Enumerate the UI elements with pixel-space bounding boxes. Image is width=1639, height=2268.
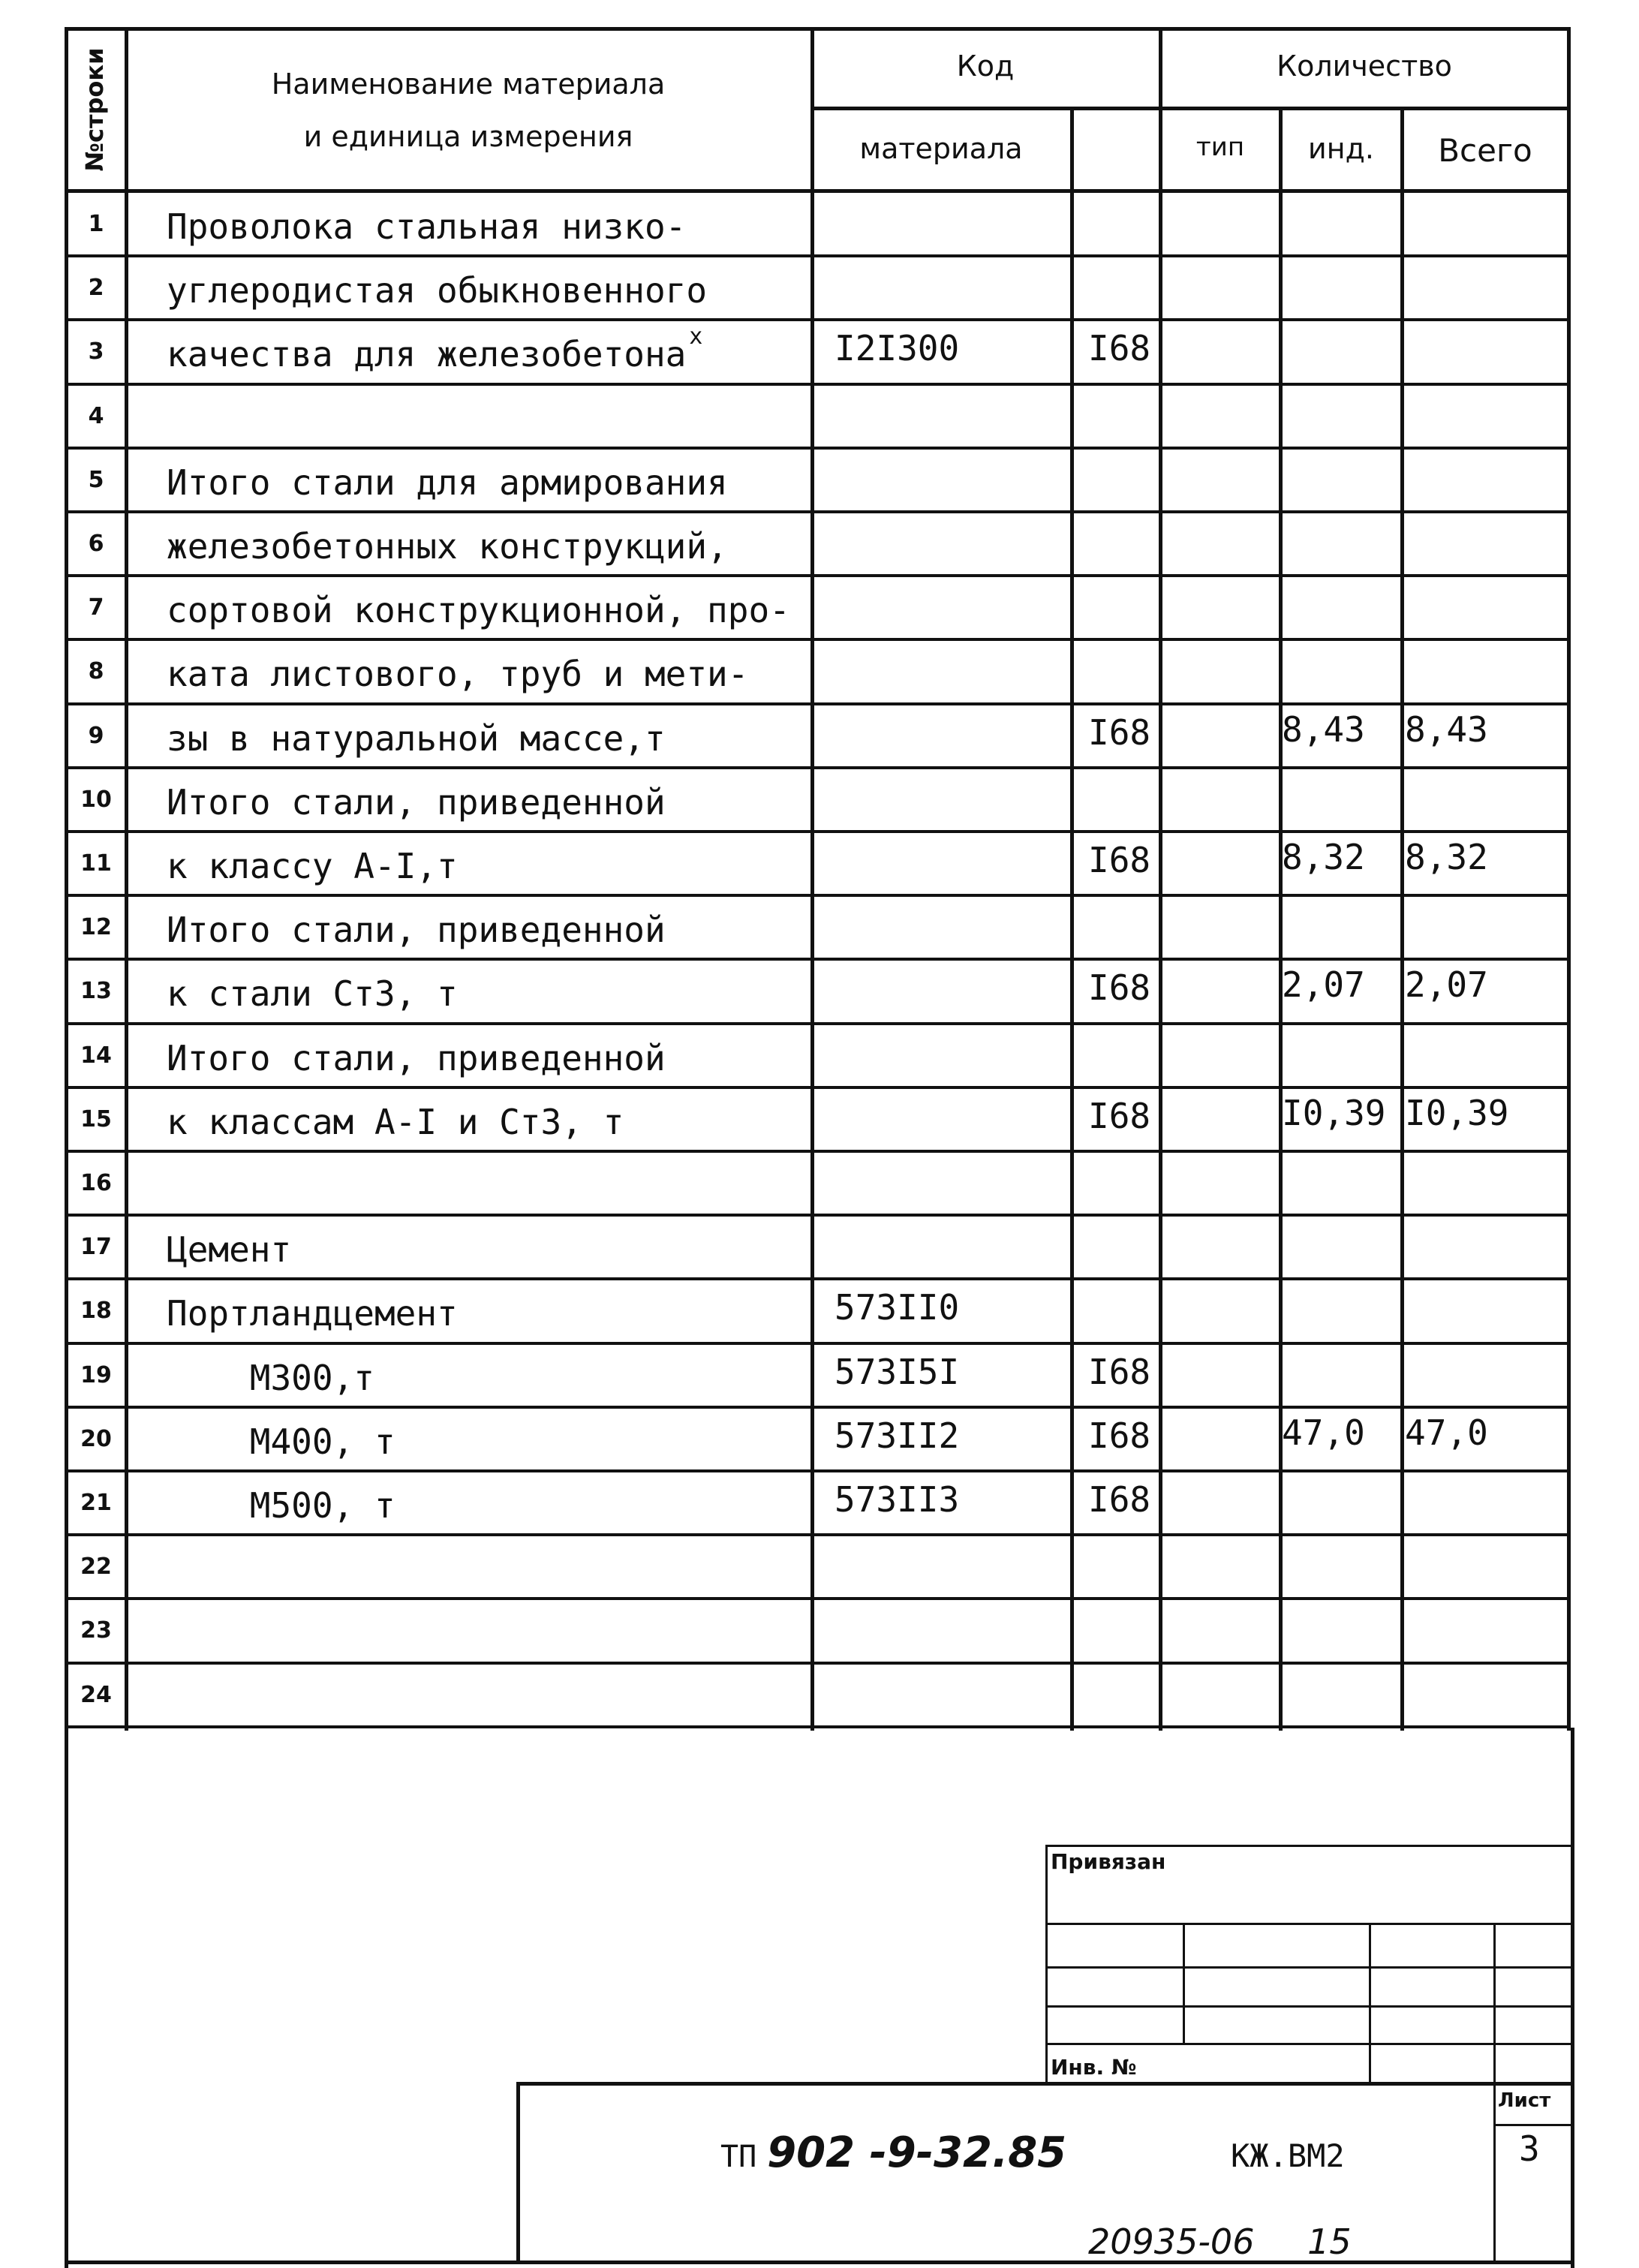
table-row bbox=[0, 257, 1639, 320]
row-number: 4 bbox=[88, 403, 104, 429]
row-material-code: 573II3 bbox=[835, 1479, 960, 1520]
row-qty-ind: I0,39 bbox=[1282, 1093, 1386, 1133]
sheet-number: 3 bbox=[1519, 2128, 1540, 2169]
doc-code-number: 902 -9-32.85 bbox=[767, 2128, 1067, 2177]
row-unit-code: I68 bbox=[1088, 328, 1151, 368]
row-number: 20 bbox=[80, 1426, 112, 1452]
sheet-box-left bbox=[1493, 2082, 1496, 2263]
header-sub-line bbox=[810, 107, 1571, 110]
table-row bbox=[0, 385, 1639, 449]
row-number: 17 bbox=[80, 1234, 112, 1260]
sheet-box-mid bbox=[1493, 2124, 1571, 2126]
name-header-line1: Наименование материала bbox=[271, 68, 666, 101]
row-number: 9 bbox=[88, 723, 104, 749]
table-row bbox=[0, 640, 1639, 704]
code-subheader: материала bbox=[859, 132, 1023, 165]
table-row bbox=[0, 1088, 1639, 1152]
row-qty-ind: 2,07 bbox=[1282, 964, 1365, 1005]
doc-code-prefix: ТП bbox=[720, 2140, 757, 2174]
row-unit-code: I68 bbox=[1088, 1096, 1151, 1136]
stamp-col-3 bbox=[1493, 1923, 1496, 2085]
table-row bbox=[0, 832, 1639, 896]
table-row bbox=[0, 1216, 1639, 1280]
qty-header: Количество bbox=[1277, 50, 1452, 83]
rownum-header bbox=[66, 30, 123, 189]
row-number: 22 bbox=[80, 1554, 112, 1580]
row-material-code: 573II0 bbox=[835, 1287, 960, 1328]
row-material-name: Портландцемент bbox=[167, 1293, 458, 1334]
row-qty-total: I0,39 bbox=[1405, 1093, 1509, 1133]
row-qty-ind: 8,43 bbox=[1282, 709, 1365, 750]
row-material-name: Итого стали, приведенной bbox=[167, 1038, 666, 1078]
row-material-name: М400, т bbox=[167, 1421, 395, 1462]
doc-mark: КЖ.ВМ2 bbox=[1231, 2137, 1345, 2174]
row-number: 3 bbox=[88, 338, 104, 365]
row-material-code: I2I300 bbox=[835, 328, 960, 368]
table-row bbox=[0, 1024, 1639, 1088]
row-unit-code: I68 bbox=[1088, 712, 1151, 753]
table-row bbox=[0, 960, 1639, 1024]
table-row bbox=[0, 769, 1639, 832]
row-qty-ind: 47,0 bbox=[1282, 1412, 1365, 1453]
archive-no: 20935-06 bbox=[1088, 2221, 1255, 2262]
table-row bbox=[0, 193, 1639, 257]
row-number: 15 bbox=[80, 1106, 112, 1132]
table-row bbox=[0, 1599, 1639, 1663]
row-number: 8 bbox=[88, 658, 104, 684]
table-row bbox=[0, 513, 1639, 576]
row-number: 23 bbox=[80, 1617, 112, 1644]
row-number: 24 bbox=[80, 1682, 112, 1708]
row-material-name: Итого стали, приведенной bbox=[167, 782, 666, 823]
stamp-col-1 bbox=[1183, 1923, 1185, 2043]
name-header-line2: и единица измерения bbox=[303, 120, 633, 153]
row-unit-code: I68 bbox=[1088, 1415, 1151, 1456]
stamp-left-line bbox=[1045, 1845, 1048, 2085]
row-material-name: Цемент bbox=[167, 1229, 292, 1270]
footnote-mark: x bbox=[689, 323, 703, 350]
row-material-name: к классам А-I и Ст3, т bbox=[167, 1102, 624, 1142]
row-material-name: углеродистая обыкновенного bbox=[167, 270, 708, 311]
row-unit-code: I68 bbox=[1088, 840, 1151, 880]
row-material-code: 573I5I bbox=[835, 1352, 960, 1392]
row-number: 13 bbox=[80, 978, 112, 1004]
qty-ind-header: инд. bbox=[1308, 132, 1374, 165]
row-material-name: ката листового, труб и мети- bbox=[167, 654, 749, 694]
code-header: Код bbox=[956, 50, 1015, 83]
row-number: 19 bbox=[80, 1362, 112, 1388]
stamp-top-line bbox=[1047, 1845, 1572, 1847]
table-row bbox=[0, 705, 1639, 769]
row-unit-code: I68 bbox=[1088, 1479, 1151, 1520]
row-material-name: М300,т bbox=[167, 1358, 374, 1398]
stamp-bound-label: Привязан bbox=[1051, 1849, 1166, 1874]
table-border-top bbox=[65, 27, 1571, 31]
row-number: 18 bbox=[80, 1298, 112, 1324]
row-qty-total: 8,43 bbox=[1405, 709, 1488, 750]
qty-total-header: Всего bbox=[1438, 132, 1532, 169]
row-material-name: Итого стали для армирования bbox=[167, 462, 728, 503]
table-row bbox=[0, 576, 1639, 640]
archive-number bbox=[1088, 2221, 1352, 2262]
table-row bbox=[0, 1536, 1639, 1599]
row-material-name: Итого стали, приведенной bbox=[167, 910, 666, 950]
rownum-header-label: №строки bbox=[80, 47, 109, 172]
qty-type-header: тип bbox=[1195, 132, 1245, 162]
row-number: 5 bbox=[88, 467, 104, 493]
row-qty-ind: 8,32 bbox=[1282, 837, 1365, 877]
row-number: 14 bbox=[80, 1042, 112, 1069]
sheet-label: Лист bbox=[1498, 2089, 1551, 2112]
frame-left-lower bbox=[65, 1728, 68, 2268]
table-row bbox=[0, 1664, 1639, 1728]
table-row bbox=[0, 896, 1639, 960]
stamp-col-2 bbox=[1369, 1923, 1371, 2085]
row-number: 1 bbox=[88, 211, 104, 237]
table-row bbox=[0, 1472, 1639, 1536]
row-unit-code: I68 bbox=[1088, 1352, 1151, 1392]
doc-code bbox=[720, 2128, 1066, 2177]
row-number: 7 bbox=[88, 594, 104, 621]
table-row bbox=[0, 1408, 1639, 1472]
row-material-name: железобетонных конструкций, bbox=[167, 526, 728, 567]
frame-right-lower bbox=[1571, 1728, 1574, 2268]
stamp-inv-label: Инв. № bbox=[1051, 2055, 1137, 2080]
row-qty-total: 47,0 bbox=[1405, 1412, 1488, 1453]
row-number: 2 bbox=[88, 275, 104, 301]
row-number: 10 bbox=[80, 787, 112, 813]
row-qty-total: 2,07 bbox=[1405, 964, 1488, 1005]
row-material-name: сортовой конструкционной, про- bbox=[167, 590, 790, 630]
row-number: 16 bbox=[80, 1170, 112, 1196]
row-number: 11 bbox=[80, 850, 112, 877]
title-strip-top bbox=[516, 2082, 1574, 2086]
row-material-name: качества для железобетона x bbox=[167, 323, 703, 374]
row-number: 12 bbox=[80, 914, 112, 940]
row-number: 21 bbox=[80, 1490, 112, 1516]
row-qty-total: 8,32 bbox=[1405, 837, 1488, 877]
table-row bbox=[0, 1152, 1639, 1216]
row-material-name: Проволока стальная низко- bbox=[167, 206, 687, 247]
table-row bbox=[0, 449, 1639, 513]
table-row bbox=[0, 1344, 1639, 1408]
table-row bbox=[0, 320, 1639, 384]
row-material-name: М500, т bbox=[167, 1485, 395, 1526]
table-row bbox=[0, 1280, 1639, 1343]
row-unit-code: I68 bbox=[1088, 967, 1151, 1008]
row-number: 6 bbox=[88, 531, 104, 557]
title-strip-left bbox=[516, 2082, 520, 2263]
row-material-code: 573II2 bbox=[835, 1415, 960, 1456]
row-material-name: зы в натуральной массе,т bbox=[167, 718, 666, 759]
row-material-name: к стали Ст3, т bbox=[167, 973, 458, 1014]
archive-page: 15 bbox=[1307, 2221, 1352, 2262]
row-material-name: к классу А-I,т bbox=[167, 846, 458, 886]
